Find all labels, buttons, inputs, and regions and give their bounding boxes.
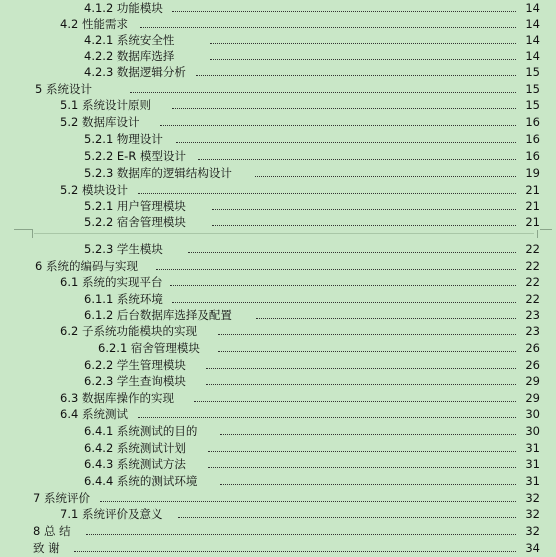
toc-entry (0, 258, 556, 274)
toc-entry (0, 490, 556, 506)
toc-entry-title: 5.2.1 用户管理模块 (84, 199, 186, 213)
toc-entry (0, 373, 556, 389)
toc-entry (0, 148, 556, 164)
toc-entry (0, 523, 556, 539)
toc-entry (0, 32, 556, 48)
dot-leader (176, 142, 516, 143)
toc-entry (0, 131, 556, 147)
toc-entry-page: 31 (516, 473, 540, 489)
dot-leader (86, 534, 516, 535)
toc-entry-title: 致 谢 (33, 541, 60, 555)
page-corner-mark (537, 229, 552, 238)
toc-entry (0, 274, 556, 290)
toc-entry (0, 97, 556, 113)
toc-entry-title: 6.3 数据库操作的实现 (60, 391, 174, 405)
toc-entry-page: 14 (516, 32, 540, 48)
toc-entry-page: 23 (516, 307, 540, 323)
toc-entry (0, 307, 556, 323)
toc-entry-title: 4.2 性能需求 (60, 17, 128, 31)
page-corner-mark (14, 229, 33, 238)
dot-leader (198, 159, 516, 160)
toc-entry-title: 6.2 子系统功能模块的实现 (60, 324, 197, 338)
toc-entry-page: 31 (516, 456, 540, 472)
toc-entry-page: 15 (516, 97, 540, 113)
dot-leader (212, 225, 516, 226)
toc-entry-page: 29 (516, 373, 540, 389)
dot-leader (140, 27, 516, 28)
toc-entry-page: 21 (516, 214, 540, 230)
toc-entry (0, 165, 556, 181)
dot-leader (100, 501, 516, 502)
dot-leader (172, 108, 516, 109)
toc-entry-page: 23 (516, 323, 540, 339)
toc-entry-page: 14 (516, 48, 540, 64)
toc-entry-page: 22 (516, 274, 540, 290)
page-break-line (34, 233, 534, 234)
dot-leader (256, 318, 516, 319)
toc-entry-page: 30 (516, 406, 540, 422)
toc-entry (0, 473, 556, 489)
toc-entry-title: 5.2 数据库设计 (60, 115, 140, 129)
toc-entry (0, 390, 556, 406)
toc-entry (0, 423, 556, 439)
toc-entry-title: 6.1.1 系统环境 (84, 292, 163, 306)
toc-entry (0, 81, 556, 97)
toc-entry-title: 6.4.4 系统的测试环境 (84, 474, 198, 488)
dot-leader (178, 517, 516, 518)
toc-entry-page: 29 (516, 390, 540, 406)
dot-leader (138, 417, 516, 418)
toc-entry-page: 26 (516, 340, 540, 356)
toc-entry-page: 31 (516, 440, 540, 456)
toc-entry-page: 16 (516, 114, 540, 130)
dot-leader (194, 401, 516, 402)
toc-entry-title: 6.4.3 系统测试方法 (84, 457, 186, 471)
dot-leader (218, 334, 516, 335)
toc-entry (0, 540, 556, 556)
dot-leader (208, 467, 516, 468)
toc-entry (0, 48, 556, 64)
dot-leader (196, 75, 516, 76)
toc-entry (0, 440, 556, 456)
toc-entry-page: 32 (516, 490, 540, 506)
toc-entry-page: 15 (516, 64, 540, 80)
dot-leader (160, 125, 516, 126)
toc-entry-title: 5.2 模块设计 (60, 183, 128, 197)
toc-entry-page: 22 (516, 291, 540, 307)
toc-entry-page: 21 (516, 198, 540, 214)
dot-leader (156, 269, 516, 270)
toc-entry-title: 6.2.1 宿舍管理模块 (98, 341, 200, 355)
toc-entry-page: 16 (516, 148, 540, 164)
toc-entry-title: 4.2.1 系统安全性 (84, 33, 175, 47)
toc-entry (0, 182, 556, 198)
toc-entry-page: 14 (516, 16, 540, 32)
dot-leader (172, 11, 516, 12)
toc-entry (0, 241, 556, 257)
dot-leader (74, 551, 516, 552)
toc-entry (0, 16, 556, 32)
toc-entry-title: 5 系统设计 (35, 82, 92, 96)
toc-entry-title: 5.2.3 学生模块 (84, 242, 163, 256)
toc-entry-page: 15 (516, 81, 540, 97)
toc-entry (0, 357, 556, 373)
toc-entry-title: 5.2.2 E-R 模型设计 (84, 149, 186, 163)
dot-leader (220, 484, 516, 485)
toc-entry (0, 340, 556, 356)
toc-entry (0, 456, 556, 472)
toc-entry-title: 5.2.1 物理设计 (84, 132, 163, 146)
toc-entry-page: 16 (516, 131, 540, 147)
toc-entry-title: 6.4.1 系统测试的目的 (84, 424, 198, 438)
toc-entry (0, 198, 556, 214)
toc-entry-page: 32 (516, 506, 540, 522)
dot-leader (208, 451, 516, 452)
dot-leader (218, 351, 516, 352)
toc-entry-title: 6.2.2 学生管理模块 (84, 358, 186, 372)
toc-entry-title: 4.2.2 数据库选择 (84, 49, 175, 63)
toc-entry-title: 4.2.3 数据逻辑分析 (84, 65, 186, 79)
dot-leader (212, 209, 516, 210)
dot-leader (210, 59, 516, 60)
toc-entry-title: 8 总 结 (33, 524, 71, 538)
toc-entry-page: 22 (516, 241, 540, 257)
toc-entry-title: 6.1 系统的实现平台 (60, 275, 163, 289)
dot-leader (188, 252, 516, 253)
toc-entry-page: 30 (516, 423, 540, 439)
toc-entry-title: 6.2.3 学生查询模块 (84, 374, 186, 388)
toc-entry (0, 506, 556, 522)
dot-leader (170, 285, 516, 286)
toc-entry-title: 4.1.2 功能模块 (84, 1, 163, 15)
toc-entry (0, 323, 556, 339)
dot-leader (130, 92, 516, 93)
dot-leader (220, 434, 516, 435)
toc-entry-title: 6.4.2 系统测试计划 (84, 441, 186, 455)
toc-entry-title: 7 系统评价 (33, 491, 90, 505)
toc-entry (0, 406, 556, 422)
toc-entry-title: 5.2.3 数据库的逻辑结构设计 (84, 166, 232, 180)
toc-entry-title: 6.1.2 后台数据库选择及配置 (84, 308, 232, 322)
toc-entry-title: 6 系统的编码与实现 (35, 259, 138, 273)
toc-entry-title: 6.4 系统测试 (60, 407, 128, 421)
dot-leader (206, 368, 516, 369)
toc-entry (0, 291, 556, 307)
toc-entry-title: 5.2.2 宿舍管理模块 (84, 215, 186, 229)
toc-entry (0, 114, 556, 130)
toc-entry-page: 32 (516, 523, 540, 539)
dot-leader (138, 193, 516, 194)
toc-entry-title: 7.1 系统评价及意义 (60, 507, 163, 521)
toc-entry-title: 5.1 系统设计原则 (60, 98, 151, 112)
toc-entry (0, 0, 556, 16)
toc-entry-page: 14 (516, 0, 540, 16)
toc-entry-page: 22 (516, 258, 540, 274)
dot-leader (206, 384, 516, 385)
dot-leader (172, 302, 516, 303)
toc-entry-page: 34 (516, 540, 540, 556)
toc-entry (0, 64, 556, 80)
toc-entry-page: 19 (516, 165, 540, 181)
dot-leader (255, 176, 516, 177)
toc-entry-page: 26 (516, 357, 540, 373)
toc-entry-page: 21 (516, 182, 540, 198)
dot-leader (210, 43, 516, 44)
